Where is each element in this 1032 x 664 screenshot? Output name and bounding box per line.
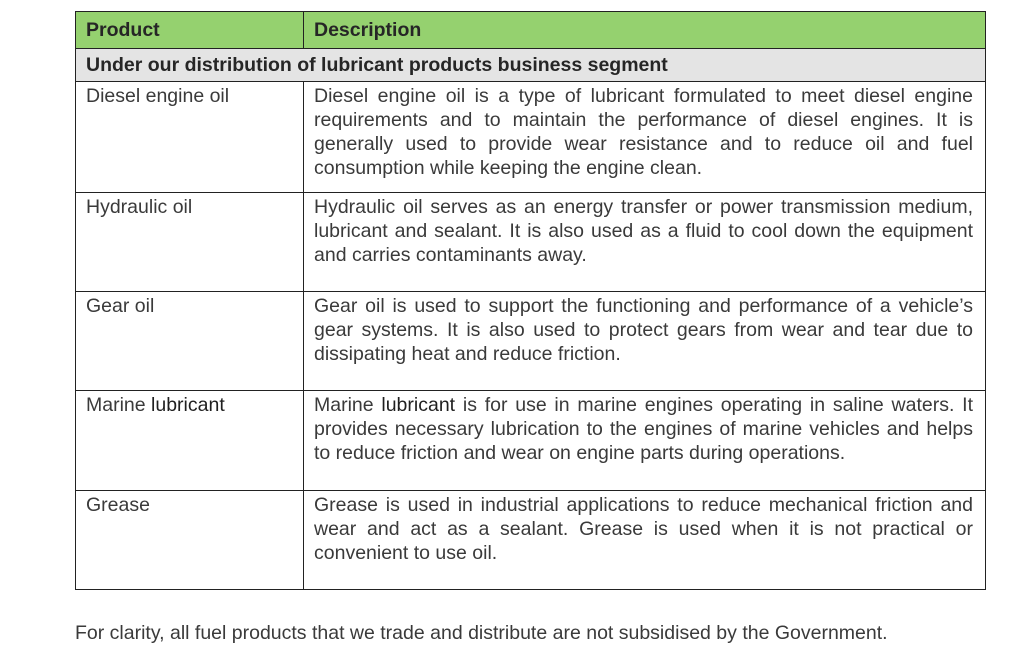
product-highlight: lubricant bbox=[151, 394, 225, 416]
product-cell: Diesel engine oil bbox=[76, 82, 304, 193]
description-rest: is for use in marine engines operating in saline waters. It provides necessary lubrication to the engines of marine vehicles and helps to reduce friction and wear on engine parts during operations. bbox=[314, 394, 973, 464]
segment-row bbox=[76, 49, 986, 82]
product-cell bbox=[76, 391, 304, 491]
description-highlight: lubricant bbox=[381, 394, 456, 416]
product-cell: Hydraulic oil bbox=[76, 193, 304, 292]
table-header-row bbox=[76, 12, 986, 49]
header-product: Product bbox=[76, 12, 304, 49]
segment-title: Under our distribution of lubricant products business segment bbox=[76, 49, 986, 82]
table-row bbox=[76, 193, 986, 292]
table-row bbox=[76, 391, 986, 491]
header-description: Description bbox=[304, 12, 986, 49]
product-cell: Grease bbox=[76, 491, 304, 590]
footnote: For clarity, all fuel products that we trade and distribute are not subsidised by the Government. bbox=[75, 622, 888, 644]
description-cell: Gear oil is used to support the functioning and performance of a vehicle’s gear systems. It is also used to protect gears from wear and tear due to dissipating heat and reduce friction. bbox=[304, 292, 986, 391]
description-cell: Grease is used in industrial applications to reduce mechanical friction and wear and act as a sealant. Grease is used when it is not practical or convenient to use oil. bbox=[304, 491, 986, 590]
products-table bbox=[75, 11, 986, 590]
table-row bbox=[76, 82, 986, 193]
description-cell: Diesel engine oil is a type of lubricant formulated to meet diesel engine requirements and to maintain the performance of diesel engines. It is generally used to provide wear resistance and to reduce oil and fuel consumption while keeping the engine clean. bbox=[304, 82, 986, 193]
product-prefix: Marine bbox=[86, 394, 152, 416]
description-prefix: Marine bbox=[314, 394, 382, 416]
table-row bbox=[76, 292, 986, 391]
description-cell bbox=[304, 391, 986, 491]
description-cell: Hydraulic oil serves as an energy transfer or power transmission medium, lubricant and sealant. It is also used as a fluid to cool down the equipment and carries contaminants away. bbox=[304, 193, 986, 292]
table-row bbox=[76, 491, 986, 590]
product-cell: Gear oil bbox=[76, 292, 304, 391]
